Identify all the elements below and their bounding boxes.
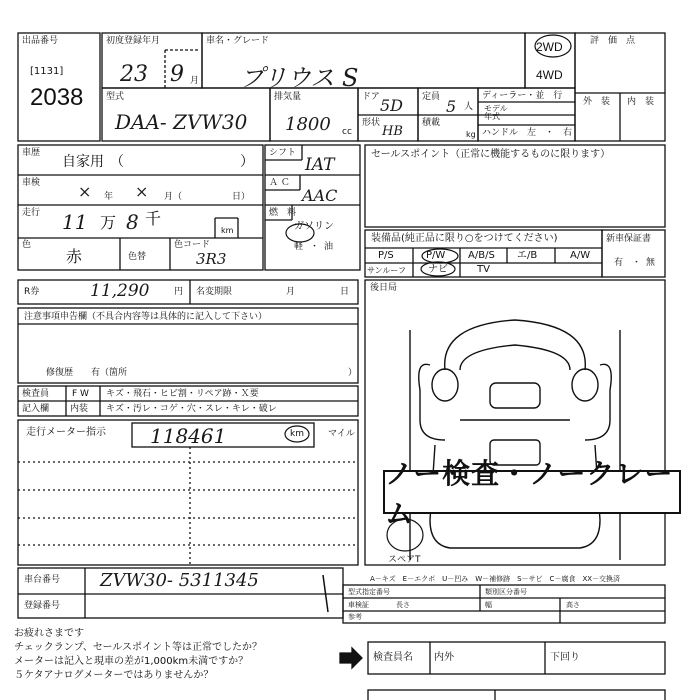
mileage-value2: 8	[126, 210, 139, 234]
load-label: 積載	[422, 118, 441, 128]
history-value: 自家用	[62, 154, 104, 170]
inout-label: 内外	[434, 652, 454, 663]
first-reg-year: 23	[120, 62, 148, 87]
odometer-label: 走行メーター指示	[26, 427, 106, 438]
footer-line-4: ５ケタアナログメーターではありませんか？	[14, 670, 214, 681]
dealer-model: モデル	[484, 104, 508, 113]
footer-line-3: メーターは記入と現車の差が1,000km未満ですか？	[14, 656, 249, 667]
equip-pw: P/W	[426, 250, 446, 261]
odometer-mile: マイル	[328, 429, 355, 439]
equip-tv: TV	[477, 264, 490, 275]
rating-interior: 内 装	[627, 97, 655, 107]
inspector-label1: 検査員	[22, 389, 50, 399]
field-model-cert: 型式指定番号	[348, 588, 390, 596]
model-value: DAA- ZVW30	[115, 110, 248, 134]
drive-4wd: 4WD	[536, 68, 563, 82]
recycle-label: R券	[24, 287, 40, 297]
equip-navi: ナビ	[428, 264, 448, 275]
field-class-no: 類別区分番号	[485, 588, 527, 596]
fuel-label: 燃 料	[269, 208, 297, 218]
shape-label: 形状	[362, 118, 381, 128]
dealer-year: 年式	[484, 112, 500, 121]
color-code-label: 色コード	[174, 240, 211, 250]
shaken-month: 月（	[164, 192, 183, 202]
mileage-unit: km	[221, 226, 234, 235]
rating-exterior: 外 装	[583, 97, 611, 107]
inspector-label2: 記入欄	[22, 404, 50, 414]
recycle-unit: 円	[174, 287, 184, 297]
shaken-year-mark: ×	[78, 182, 92, 201]
footer-line-2: チェックランプ、セールスポイント等は正常でしたか？	[14, 642, 262, 653]
inspector-fw-items: キズ・飛石・ヒビ割・リペア跡・Ｘ要	[106, 389, 259, 399]
inspector-name-label: 検査員名	[373, 652, 413, 663]
mileage-value1: 11	[62, 210, 88, 234]
load-unit: kg	[466, 130, 476, 139]
capacity-unit: 人	[464, 102, 474, 112]
mileage-man: 万	[100, 213, 117, 232]
paint-label: 色替	[128, 252, 147, 262]
fuel-light: 軽	[294, 242, 304, 252]
field-height: 高さ	[566, 601, 580, 609]
shaken-label: 車検	[22, 178, 41, 188]
warranty-label: 新車保証書	[606, 234, 652, 244]
repair-close: ）	[348, 368, 358, 378]
first-reg-month: 9	[170, 62, 184, 87]
odometer-value: 118461	[150, 424, 227, 448]
capacity-label: 定員	[422, 92, 441, 102]
ttl-month: 月	[286, 287, 296, 297]
chassis-value: ZVW30- 5311345	[100, 570, 259, 591]
field-cert: 車検証	[348, 601, 369, 609]
shaken-month-mark: ×	[135, 182, 149, 201]
under-label: 下回り	[550, 652, 580, 663]
shaken-day: 日）	[232, 192, 251, 202]
warranty-no: 無	[646, 258, 656, 268]
history-paren-open: （	[110, 154, 124, 170]
mileage-label: 走行	[22, 208, 41, 218]
field-length: 長さ	[396, 601, 410, 609]
handle-label: ハンドル 左 ・ 右	[482, 128, 573, 138]
ttl-label: 名変期限	[196, 287, 233, 297]
no-inspection-stamp: ノー検査・ノークレーム	[383, 470, 681, 514]
shift-label: シフト	[269, 148, 297, 158]
sales-point-label: セールスポイント（正常に機能するものに限ります）	[371, 149, 611, 160]
first-reg-month-unit: 月	[190, 76, 200, 86]
chassis-label: 車台番号	[24, 575, 61, 585]
recycle-value: 11,290	[90, 281, 150, 301]
fuel-dot: ・	[310, 242, 320, 252]
lot-number: 2038	[30, 84, 84, 111]
mileage-sen: 千	[145, 209, 162, 228]
damage-legend: A－キズ E－エクボ U－凹み W－補修跡 S－サビ C－腐食 XX－交換済	[370, 575, 621, 583]
history-paren-close: ）	[240, 154, 254, 170]
lot-label: 出品番号	[22, 36, 59, 46]
displacement-value: 1800	[285, 114, 331, 135]
equip-abs: A/B/S	[468, 250, 495, 261]
equip-ps: P/S	[378, 250, 394, 261]
color-code-value: 3R3	[196, 250, 227, 268]
doors-value: 5D	[380, 96, 404, 115]
memo-label: 後日局	[370, 283, 398, 293]
shift-value: IAT	[305, 155, 335, 175]
equipment-label: 装備品(純正品に限り○をつけてください)	[371, 233, 558, 244]
footer-line-1: お疲れさまです	[14, 628, 84, 639]
notes-label: 注意事項申告欄（不具合内容等は具体的に記入して下さい）	[24, 312, 268, 322]
car-name-label: 車名・グレード	[206, 36, 270, 46]
equip-aw: A/W	[570, 250, 591, 261]
lot-code: [1131]	[30, 66, 64, 77]
first-reg-label: 初度登録年月	[106, 36, 161, 46]
fuel-gasoline: ガソリン	[294, 221, 334, 232]
fuel-oil: 油	[324, 242, 334, 252]
spare-tire-label: スペアT	[388, 555, 421, 565]
color-value: 赤	[66, 247, 83, 266]
shape-value: HB	[382, 124, 403, 139]
inspector-int-tag: 内装	[70, 404, 89, 414]
odometer-km: km	[290, 429, 304, 439]
equip-airbag: エ/B	[517, 250, 538, 261]
ac-label: Ａ Ｃ	[269, 178, 290, 188]
drive-2wd: 2WD	[536, 40, 563, 54]
history-label: 車歴	[22, 148, 41, 158]
capacity-value: 5	[446, 97, 457, 116]
field-width: 幅	[485, 601, 492, 609]
reg-no-label: 登録番号	[24, 601, 61, 611]
dealer-label: ディーラー・並 行	[482, 91, 563, 101]
doors-label: ドア	[362, 92, 380, 102]
color-label: 色	[22, 240, 32, 250]
displacement-unit: cc	[342, 127, 352, 137]
field-ref: 参考	[348, 613, 362, 621]
shaken-year: 年	[104, 192, 114, 202]
car-name-value: プリウス S	[240, 64, 359, 92]
ttl-day: 日	[340, 287, 350, 297]
equip-sunroof: サンルーフ	[367, 266, 406, 275]
rating-label: 評 価 点	[590, 36, 636, 46]
inspector-int-items: キズ・汚レ・コゲ・穴・スレ・キレ・破レ	[106, 404, 277, 414]
warranty-yes: 有	[614, 258, 624, 268]
warranty-dot: ・	[632, 258, 642, 268]
model-label: 型式	[106, 92, 125, 102]
repair-label: 修復歴 有（箇所	[46, 368, 128, 378]
ac-value: AAC	[302, 186, 338, 205]
displacement-label: 排気量	[274, 92, 302, 102]
inspector-fw-tag: F W	[72, 389, 89, 399]
